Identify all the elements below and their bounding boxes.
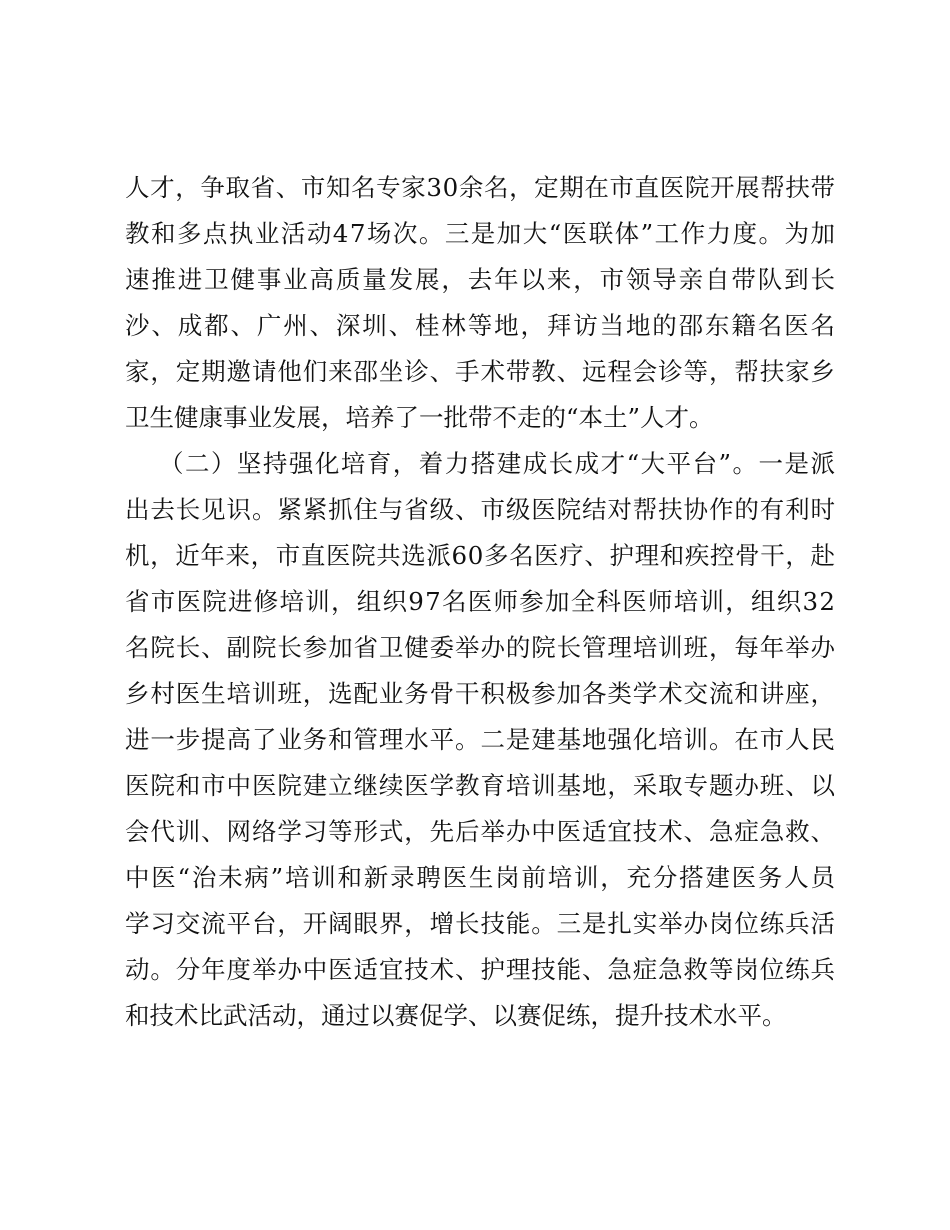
text-line-content: 名院长、副院长参加省卫健委举办的院长管理培训班，每年举办 — [125, 633, 836, 662]
text-line-content: 速推进卫健事业高质量发展，去年以来，市领导亲自带队到长 — [125, 265, 837, 294]
text-line — [125, 947, 835, 993]
text-line-content: 学习交流平台，开阔眼界，增长技能。三是扎实举办岗位练兵活 — [125, 909, 836, 938]
text-line — [125, 717, 835, 763]
text-line — [125, 349, 835, 395]
text-line — [125, 165, 835, 211]
text-line — [125, 763, 835, 809]
text-line — [125, 579, 835, 625]
text-line-content: 会代训、网络学习等形式，先后举办中医适宜技术、急症急救、 — [125, 817, 836, 846]
document-body — [125, 165, 835, 1039]
text-line-content: 和技术比武活动，通过以赛促学、以赛促练，提升技术水平。 — [125, 1001, 787, 1030]
text-line — [125, 533, 835, 579]
text-line — [125, 901, 835, 947]
text-line-content: 沙、成都、广州、深圳、桂林等地，拜访当地的邵东籍名医名 — [125, 311, 837, 340]
text-line — [125, 671, 835, 717]
text-line — [125, 395, 835, 441]
text-line — [125, 487, 835, 533]
text-line-content: 出去长见识。紧紧抓住与省级、市级医院结对帮扶协作的有利时 — [125, 495, 836, 524]
text-line-content: 乡村医生培训班，选配业务骨干积极参加各类学术交流和讲座， — [125, 679, 836, 708]
text-line — [125, 625, 835, 671]
text-line — [125, 257, 835, 303]
section-heading-line: （二）坚持强化培育，着力搭建成长成才“大平台”。一是派 — [159, 449, 837, 478]
text-line — [125, 441, 835, 487]
text-line — [125, 993, 835, 1039]
text-line — [125, 303, 835, 349]
text-line-content: 省市医院进修培训，组织97名医师参加全科医师培训，组织32 — [125, 587, 837, 616]
text-line — [125, 211, 835, 257]
text-line-content: 中医“治未病”培训和新录聘医生岗前培训，充分搭建医务人员 — [125, 863, 837, 892]
text-line — [125, 809, 835, 855]
text-line-content: 家，定期邀请他们来邵坐诊、手术带教、远程会诊等，帮扶家乡 — [125, 357, 836, 386]
text-line-content: 医院和市中医院建立继续医学教育培训基地，采取专题办班、以 — [125, 771, 836, 800]
text-line-content: 卫生健康事业发展，培养了一批带不走的“本土”人才。 — [125, 403, 714, 432]
text-line-content: 机，近年来，市直医院共选派60多名医疗、护理和疾控骨干，赴 — [125, 541, 836, 570]
text-line-content: 动。分年度举办中医适宜技术、护理技能、急症急救等岗位练兵 — [125, 955, 836, 984]
text-line-content: 人才，争取省、市知名专家30余名，定期在市直医院开展帮扶带 — [125, 173, 836, 202]
text-line — [125, 855, 835, 901]
text-line-content: 进一步提高了业务和管理水平。二是建基地强化培训。在市人民 — [125, 725, 836, 754]
text-line-content: 教和多点执业活动47场次。三是加大“医联体”工作力度。为加 — [125, 219, 837, 248]
